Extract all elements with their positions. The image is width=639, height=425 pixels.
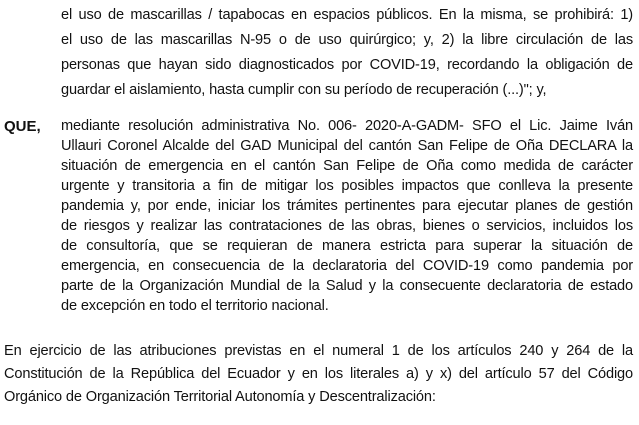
paragraph-2-line-9: parte de la Organización Mundial de la Salud y la consecuente declaratoria de estado — [61, 278, 633, 294]
paragraph-1-line-3: personas que hayan sido diagnosticados por COVID-19, recordando la obligación de — [61, 57, 633, 73]
paragraph-2-line-6: de riesgos y realizar las contrataciones de las obras, bienes o servicios, incluidos los — [61, 218, 633, 234]
paragraph-2-line-2: Ullauri Coronel Alcalde del GAD Municipal del cantón San Felipe de Oña DECLARA la — [61, 138, 633, 154]
que-label: QUE, — [4, 118, 41, 135]
paragraph-2-line-3: situación de emergencia en el cantón San Felipe de Oña como medida de carácter — [61, 158, 633, 174]
paragraph-1-line-4: guardar el aislamiento, hasta cumplir con su período de recuperación (...)"; y, — [61, 82, 547, 98]
paragraph-2-line-8: emergencia, en consecuencia de la declaratoria del COVID-19 como pandemia por — [61, 258, 633, 274]
paragraph-2-line-1: mediante resolución administrativa No. 006- 2020-A-GADM- SFO el Lic. Jaime Iván — [61, 118, 633, 134]
paragraph-3-line-3: Orgánico de Organización Territorial Autonomía y Descentralización: — [4, 389, 436, 405]
paragraph-2-line-4: urgente y transitoria a fin de mitigar los posibles impactos que conlleva la presente — [61, 178, 633, 194]
paragraph-1-line-2: el uso de las mascarillas N-95 o de uso quirúrgico; y, 2) la libre circulación de las — [61, 32, 633, 48]
paragraph-3-line-2: Constitución de la República del Ecuador y en los literales a) y x) del artículo 57 del Código — [4, 366, 633, 382]
paragraph-2-line-10: de excepción en todo el territorio nacional. — [61, 298, 329, 314]
paragraph-2-line-5: pandemia y, por ende, iniciar los trámites pertinentes para ejecutar planes de gestión — [61, 198, 633, 214]
paragraph-3-line-1: En ejercicio de las atribuciones previstas en el numeral 1 de los artículos 240 y 264 de la — [4, 343, 633, 359]
paragraph-1-line-1: el uso de mascarillas / tapabocas en espacios públicos. En la misma, se prohibirá: 1) — [61, 7, 633, 23]
paragraph-2-line-7: de consultoría, que se requieran de manera estricta para superar la situación de — [61, 238, 633, 254]
